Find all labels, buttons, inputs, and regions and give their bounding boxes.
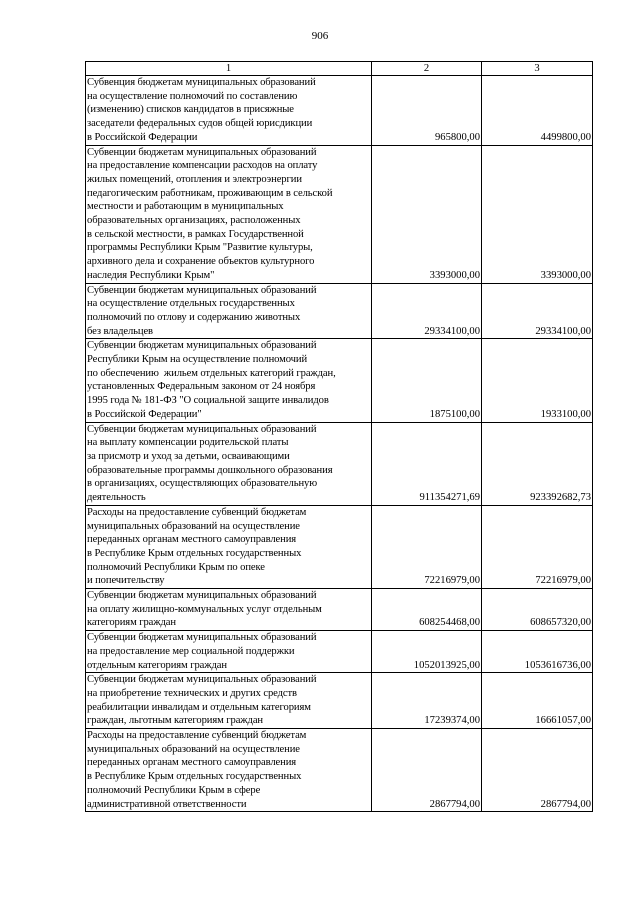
- row-description: Расходы на предоставление субвенций бюджетам муниципальных образований на осуществление переданных органам местного самоуправления в Республике Крым отдельных государственных полномочий Республики Крым по опеке и попечительству: [86, 505, 372, 588]
- row-description: Субвенции бюджетам муниципальных образований на приобретение технических и других средств реабилитации инвалидам и отдельным категориям граждан, льготным категориям граждан: [86, 673, 372, 729]
- table-row: [86, 283, 593, 339]
- row-value-2: 1875100,00: [372, 339, 482, 422]
- row-value-2: 2867794,00: [372, 729, 482, 812]
- row-value-2: 17239374,00: [372, 673, 482, 729]
- row-value-3: 923392682,73: [482, 422, 593, 505]
- table-row: [86, 145, 593, 283]
- table-row: [86, 729, 593, 812]
- table-row: [86, 422, 593, 505]
- row-value-3: 3393000,00: [482, 145, 593, 283]
- row-value-3: 1053616736,00: [482, 631, 593, 673]
- row-value-3: 16661057,00: [482, 673, 593, 729]
- row-description: Расходы на предоставление субвенций бюджетам муниципальных образований на осуществление переданных органам местного самоуправления в Республике Крым отдельных государственных полномочий Республики Крым в сфере административной ответственности: [86, 729, 372, 812]
- row-value-3: 608657320,00: [482, 589, 593, 631]
- row-description: Субвенции бюджетам муниципальных образований Республики Крым на осуществление полномочий по обеспечению жильем отдельных категорий граждан, установленных Федеральным законом от 24 ноября 1995 года № 181-ФЗ "О социальной защите инвалидов в Российской Федерации": [86, 339, 372, 422]
- table-row: [86, 673, 593, 729]
- row-value-2: 3393000,00: [372, 145, 482, 283]
- column-header-3: 3: [482, 62, 593, 76]
- page-number: 906: [311, 30, 329, 42]
- table-row: [86, 76, 593, 146]
- row-description: Субвенции бюджетам муниципальных образований на выплату компенсации родительской платы за присмотр и уход за детьми, осваивающими образовательные программы дошкольного образования в организациях, осуществляющих образовательную деятельность: [86, 422, 372, 505]
- row-value-2: 911354271,69: [372, 422, 482, 505]
- row-value-3: 72216979,00: [482, 505, 593, 588]
- row-description: Субвенции бюджетам муниципальных образований на предоставление компенсации расходов на оплату жилых помещений, отопления и электроэнергии педагогическим работникам, проживающим в сельской местности и работающим в муниципальных образовательных организациях, расположенных в сельской местности, в рамках Государственной программы Республики Крым "Развитие культуры, архивного дела и сохранение объектов культурного наследия Республики Крым": [86, 145, 372, 283]
- row-value-3: 1933100,00: [482, 339, 593, 422]
- budget-table: [85, 61, 593, 812]
- row-value-3: 29334100,00: [482, 283, 593, 339]
- row-description: Субвенции бюджетам муниципальных образований на оплату жилищно-коммунальных услуг отдельным категориям граждан: [86, 589, 372, 631]
- row-description: Субвенции бюджетам муниципальных образований на предоставление мер социальной поддержки отдельным категориям граждан: [86, 631, 372, 673]
- column-header-2: 2: [372, 62, 482, 76]
- table-row: [86, 505, 593, 588]
- row-value-2: 72216979,00: [372, 505, 482, 588]
- table-row: [86, 631, 593, 673]
- row-value-3: 2867794,00: [482, 729, 593, 812]
- column-header-1: 1: [86, 62, 372, 76]
- table-header-row: [86, 62, 593, 76]
- row-value-2: 965800,00: [372, 76, 482, 146]
- row-value-2: 608254468,00: [372, 589, 482, 631]
- table-row: [86, 339, 593, 422]
- row-value-2: 1052013925,00: [372, 631, 482, 673]
- row-value-2: 29334100,00: [372, 283, 482, 339]
- row-value-3: 4499800,00: [482, 76, 593, 146]
- row-description: Субвенции бюджетам муниципальных образований на осуществление отдельных государственных полномочий по отлову и содержанию животных без владельцев: [86, 283, 372, 339]
- table-row: [86, 589, 593, 631]
- row-description: Субвенция бюджетам муниципальных образований на осуществление полномочий по составлению (изменению) списков кандидатов в присяжные заседатели федеральных судов общей юрисдикции в Российской Федерации: [86, 76, 372, 146]
